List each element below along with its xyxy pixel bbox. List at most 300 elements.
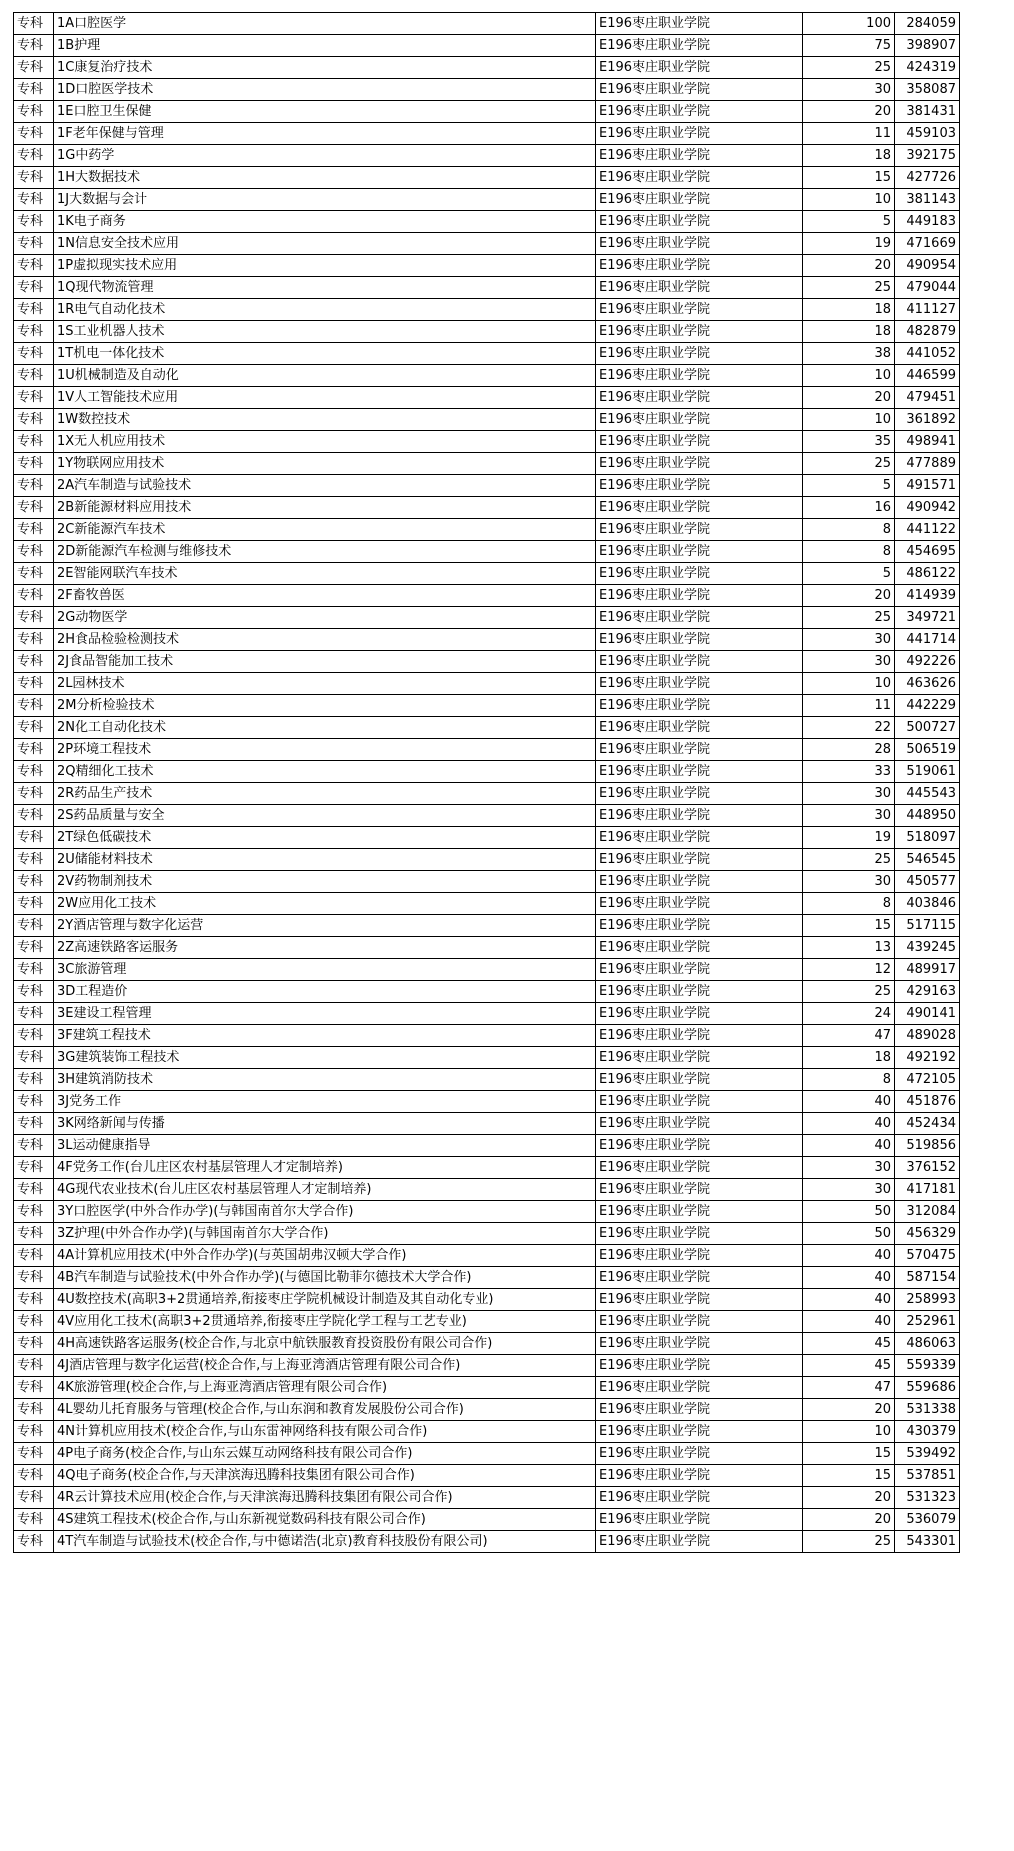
level-cell: 专科: [14, 1135, 54, 1157]
table-row: [14, 1443, 960, 1465]
table-row: [14, 629, 960, 651]
major-cell: 1N信息安全技术应用: [54, 233, 596, 255]
school-cell: E196枣庄职业学院: [596, 783, 803, 805]
rank-cell: 486122: [895, 563, 960, 585]
table-row: [14, 145, 960, 167]
level-cell: 专科: [14, 79, 54, 101]
major-cell: 4F党务工作(台儿庄区农村基层管理人才定制培养): [54, 1157, 596, 1179]
quota-cell: 40: [803, 1091, 895, 1113]
level-cell: 专科: [14, 409, 54, 431]
major-cell: 4K旅游管理(校企合作,与上海亚湾酒店管理有限公司合作): [54, 1377, 596, 1399]
rank-cell: 450577: [895, 871, 960, 893]
major-cell: 2G动物医学: [54, 607, 596, 629]
major-cell: 1A口腔医学: [54, 13, 596, 35]
rank-cell: 451876: [895, 1091, 960, 1113]
major-cell: 1Y物联网应用技术: [54, 453, 596, 475]
rank-cell: 491571: [895, 475, 960, 497]
rank-cell: 587154: [895, 1267, 960, 1289]
table-row: [14, 981, 960, 1003]
level-cell: 专科: [14, 563, 54, 585]
level-cell: 专科: [14, 13, 54, 35]
school-cell: E196枣庄职业学院: [596, 1113, 803, 1135]
level-cell: 专科: [14, 101, 54, 123]
quota-cell: 25: [803, 453, 895, 475]
quota-cell: 30: [803, 79, 895, 101]
rank-cell: 506519: [895, 739, 960, 761]
school-cell: E196枣庄职业学院: [596, 1179, 803, 1201]
table-row: [14, 563, 960, 585]
major-cell: 1E口腔卫生保健: [54, 101, 596, 123]
table-row: [14, 1421, 960, 1443]
quota-cell: 30: [803, 1157, 895, 1179]
table-row: [14, 1267, 960, 1289]
table-row: [14, 1135, 960, 1157]
quota-cell: 40: [803, 1113, 895, 1135]
quota-cell: 10: [803, 409, 895, 431]
major-cell: 3K网络新闻与传播: [54, 1113, 596, 1135]
table-row: [14, 321, 960, 343]
school-cell: E196枣庄职业学院: [596, 79, 803, 101]
table-row: [14, 1113, 960, 1135]
rank-cell: 430379: [895, 1421, 960, 1443]
quota-cell: 35: [803, 431, 895, 453]
table-row: [14, 167, 960, 189]
level-cell: 专科: [14, 1245, 54, 1267]
rank-cell: 482879: [895, 321, 960, 343]
level-cell: 专科: [14, 57, 54, 79]
major-cell: 2F畜牧兽医: [54, 585, 596, 607]
rank-cell: 492226: [895, 651, 960, 673]
quota-cell: 47: [803, 1377, 895, 1399]
table-row: [14, 1201, 960, 1223]
level-cell: 专科: [14, 145, 54, 167]
school-cell: E196枣庄职业学院: [596, 1245, 803, 1267]
school-cell: E196枣庄职业学院: [596, 255, 803, 277]
major-cell: 4T汽车制造与试验技术(校企合作,与中德诺浩(北京)教育科技股份有限公司): [54, 1531, 596, 1553]
table-row: [14, 1091, 960, 1113]
major-cell: 1K电子商务: [54, 211, 596, 233]
school-cell: E196枣庄职业学院: [596, 365, 803, 387]
school-cell: E196枣庄职业学院: [596, 1289, 803, 1311]
level-cell: 专科: [14, 255, 54, 277]
school-cell: E196枣庄职业学院: [596, 1509, 803, 1531]
major-cell: 4P电子商务(校企合作,与山东云媒互动网络科技有限公司合作): [54, 1443, 596, 1465]
table-row: [14, 277, 960, 299]
major-cell: 2B新能源材料应用技术: [54, 497, 596, 519]
quota-cell: 8: [803, 541, 895, 563]
major-cell: 2U储能材料技术: [54, 849, 596, 871]
rank-cell: 531323: [895, 1487, 960, 1509]
table-row: [14, 717, 960, 739]
quota-cell: 25: [803, 1531, 895, 1553]
quota-cell: 38: [803, 343, 895, 365]
quota-cell: 30: [803, 629, 895, 651]
level-cell: 专科: [14, 211, 54, 233]
table-row: [14, 123, 960, 145]
table-row: [14, 1355, 960, 1377]
table-row: [14, 695, 960, 717]
level-cell: 专科: [14, 1113, 54, 1135]
quota-cell: 25: [803, 849, 895, 871]
quota-cell: 18: [803, 299, 895, 321]
quota-cell: 50: [803, 1223, 895, 1245]
level-cell: 专科: [14, 1201, 54, 1223]
school-cell: E196枣庄职业学院: [596, 1399, 803, 1421]
major-cell: 4A计算机应用技术(中外合作办学)(与英国胡弗汉顿大学合作): [54, 1245, 596, 1267]
rank-cell: 284059: [895, 13, 960, 35]
rank-cell: 258993: [895, 1289, 960, 1311]
major-cell: 3E建设工程管理: [54, 1003, 596, 1025]
quota-cell: 100: [803, 13, 895, 35]
school-cell: E196枣庄职业学院: [596, 189, 803, 211]
table-row: [14, 849, 960, 871]
table-row: [14, 233, 960, 255]
level-cell: 专科: [14, 739, 54, 761]
rank-cell: 543301: [895, 1531, 960, 1553]
school-cell: E196枣庄职业学院: [596, 1003, 803, 1025]
table-row: [14, 959, 960, 981]
major-cell: 1C康复治疗技术: [54, 57, 596, 79]
table-row: [14, 893, 960, 915]
major-cell: 1G中药学: [54, 145, 596, 167]
level-cell: 专科: [14, 541, 54, 563]
school-cell: E196枣庄职业学院: [596, 959, 803, 981]
quota-cell: 40: [803, 1245, 895, 1267]
major-cell: 1T机电一体化技术: [54, 343, 596, 365]
table-row: [14, 871, 960, 893]
quota-cell: 13: [803, 937, 895, 959]
quota-cell: 30: [803, 871, 895, 893]
rank-cell: 559686: [895, 1377, 960, 1399]
rank-cell: 490942: [895, 497, 960, 519]
table-row: [14, 453, 960, 475]
rank-cell: 463626: [895, 673, 960, 695]
rank-cell: 537851: [895, 1465, 960, 1487]
school-cell: E196枣庄职业学院: [596, 585, 803, 607]
rank-cell: 456329: [895, 1223, 960, 1245]
level-cell: 专科: [14, 299, 54, 321]
quota-cell: 15: [803, 1443, 895, 1465]
quota-cell: 20: [803, 387, 895, 409]
level-cell: 专科: [14, 1091, 54, 1113]
rank-cell: 398907: [895, 35, 960, 57]
quota-cell: 24: [803, 1003, 895, 1025]
quota-cell: 15: [803, 167, 895, 189]
school-cell: E196枣庄职业学院: [596, 1421, 803, 1443]
quota-cell: 11: [803, 695, 895, 717]
quota-cell: 33: [803, 761, 895, 783]
school-cell: E196枣庄职业学院: [596, 321, 803, 343]
rank-cell: 559339: [895, 1355, 960, 1377]
school-cell: E196枣庄职业学院: [596, 761, 803, 783]
rank-cell: 403846: [895, 893, 960, 915]
table-row: [14, 211, 960, 233]
major-cell: 2N化工自动化技术: [54, 717, 596, 739]
rank-cell: 446599: [895, 365, 960, 387]
major-cell: 3C旅游管理: [54, 959, 596, 981]
table-row: [14, 1069, 960, 1091]
table-row: [14, 1025, 960, 1047]
table-row: [14, 475, 960, 497]
level-cell: 专科: [14, 893, 54, 915]
major-cell: 2R药品生产技术: [54, 783, 596, 805]
rank-cell: 448950: [895, 805, 960, 827]
rank-cell: 490141: [895, 1003, 960, 1025]
level-cell: 专科: [14, 497, 54, 519]
table-row: [14, 57, 960, 79]
major-cell: 3D工程造价: [54, 981, 596, 1003]
rank-cell: 349721: [895, 607, 960, 629]
level-cell: 专科: [14, 871, 54, 893]
major-cell: 4G现代农业技术(台儿庄区农村基层管理人才定制培养): [54, 1179, 596, 1201]
major-cell: 2Z高速铁路客运服务: [54, 937, 596, 959]
rank-cell: 531338: [895, 1399, 960, 1421]
level-cell: 专科: [14, 1355, 54, 1377]
major-cell: 3Z护理(中外合作办学)(与韩国南首尔大学合作): [54, 1223, 596, 1245]
rank-cell: 539492: [895, 1443, 960, 1465]
major-cell: 2D新能源汽车检测与维修技术: [54, 541, 596, 563]
quota-cell: 45: [803, 1333, 895, 1355]
school-cell: E196枣庄职业学院: [596, 1355, 803, 1377]
major-cell: 2S药品质量与安全: [54, 805, 596, 827]
school-cell: E196枣庄职业学院: [596, 1465, 803, 1487]
quota-cell: 10: [803, 1421, 895, 1443]
table-row: [14, 343, 960, 365]
quota-cell: 30: [803, 651, 895, 673]
quota-cell: 10: [803, 365, 895, 387]
quota-cell: 28: [803, 739, 895, 761]
rank-cell: 498941: [895, 431, 960, 453]
school-cell: E196枣庄职业学院: [596, 937, 803, 959]
major-cell: 1H大数据技术: [54, 167, 596, 189]
school-cell: E196枣庄职业学院: [596, 1047, 803, 1069]
school-cell: E196枣庄职业学院: [596, 739, 803, 761]
level-cell: 专科: [14, 673, 54, 695]
level-cell: 专科: [14, 1025, 54, 1047]
table-row: [14, 673, 960, 695]
level-cell: 专科: [14, 1157, 54, 1179]
major-cell: 2E智能网联汽车技术: [54, 563, 596, 585]
level-cell: 专科: [14, 827, 54, 849]
major-cell: 2J食品智能加工技术: [54, 651, 596, 673]
quota-cell: 8: [803, 1069, 895, 1091]
level-cell: 专科: [14, 849, 54, 871]
quota-cell: 25: [803, 981, 895, 1003]
rank-cell: 479044: [895, 277, 960, 299]
school-cell: E196枣庄职业学院: [596, 1443, 803, 1465]
school-cell: E196枣庄职业学院: [596, 827, 803, 849]
school-cell: E196枣庄职业学院: [596, 211, 803, 233]
rank-cell: 518097: [895, 827, 960, 849]
school-cell: E196枣庄职业学院: [596, 915, 803, 937]
level-cell: 专科: [14, 1047, 54, 1069]
table-body: [14, 13, 960, 1553]
quota-cell: 40: [803, 1267, 895, 1289]
quota-cell: 22: [803, 717, 895, 739]
level-cell: 专科: [14, 629, 54, 651]
table-row: [14, 915, 960, 937]
level-cell: 专科: [14, 607, 54, 629]
level-cell: 专科: [14, 1421, 54, 1443]
quota-cell: 20: [803, 101, 895, 123]
quota-cell: 10: [803, 189, 895, 211]
rank-cell: 472105: [895, 1069, 960, 1091]
major-cell: 3F建筑工程技术: [54, 1025, 596, 1047]
level-cell: 专科: [14, 1377, 54, 1399]
table-row: [14, 101, 960, 123]
level-cell: 专科: [14, 123, 54, 145]
school-cell: E196枣庄职业学院: [596, 673, 803, 695]
enrollment-table: [13, 12, 960, 1553]
table-row: [14, 387, 960, 409]
level-cell: 专科: [14, 1069, 54, 1091]
major-cell: 1X无人机应用技术: [54, 431, 596, 453]
major-cell: 1R电气自动化技术: [54, 299, 596, 321]
level-cell: 专科: [14, 1333, 54, 1355]
major-cell: 4U数控技术(高职3+2贯通培养,衔接枣庄学院机械设计制造及其自动化专业): [54, 1289, 596, 1311]
major-cell: 1P虚拟现实技术应用: [54, 255, 596, 277]
rank-cell: 546545: [895, 849, 960, 871]
quota-cell: 18: [803, 321, 895, 343]
school-cell: E196枣庄职业学院: [596, 431, 803, 453]
table-row: [14, 255, 960, 277]
table-row: [14, 1157, 960, 1179]
rank-cell: 519856: [895, 1135, 960, 1157]
major-cell: 1S工业机器人技术: [54, 321, 596, 343]
school-cell: E196枣庄职业学院: [596, 1311, 803, 1333]
table-row: [14, 1399, 960, 1421]
level-cell: 专科: [14, 805, 54, 827]
rank-cell: 445543: [895, 783, 960, 805]
table-row: [14, 761, 960, 783]
major-cell: 4J酒店管理与数字化运营(校企合作,与上海亚湾酒店管理有限公司合作): [54, 1355, 596, 1377]
table-row: [14, 651, 960, 673]
rank-cell: 312084: [895, 1201, 960, 1223]
school-cell: E196枣庄职业学院: [596, 629, 803, 651]
quota-cell: 20: [803, 255, 895, 277]
rank-cell: 489028: [895, 1025, 960, 1047]
level-cell: 专科: [14, 387, 54, 409]
quota-cell: 45: [803, 1355, 895, 1377]
major-cell: 3H建筑消防技术: [54, 1069, 596, 1091]
school-cell: E196枣庄职业学院: [596, 1531, 803, 1553]
table-row: [14, 13, 960, 35]
major-cell: 1Q现代物流管理: [54, 277, 596, 299]
school-cell: E196枣庄职业学院: [596, 1201, 803, 1223]
school-cell: E196枣庄职业学院: [596, 277, 803, 299]
school-cell: E196枣庄职业学院: [596, 453, 803, 475]
level-cell: 专科: [14, 233, 54, 255]
rank-cell: 252961: [895, 1311, 960, 1333]
major-cell: 2T绿色低碳技术: [54, 827, 596, 849]
major-cell: 3Y口腔医学(中外合作办学)(与韩国南首尔大学合作): [54, 1201, 596, 1223]
school-cell: E196枣庄职业学院: [596, 1333, 803, 1355]
school-cell: E196枣庄职业学院: [596, 651, 803, 673]
quota-cell: 18: [803, 145, 895, 167]
table-row: [14, 299, 960, 321]
table-row: [14, 1509, 960, 1531]
level-cell: 专科: [14, 1289, 54, 1311]
school-cell: E196枣庄职业学院: [596, 1377, 803, 1399]
major-cell: 2W应用化工技术: [54, 893, 596, 915]
table-row: [14, 1377, 960, 1399]
table-row: [14, 365, 960, 387]
table-row: [14, 1531, 960, 1553]
quota-cell: 20: [803, 1487, 895, 1509]
level-cell: 专科: [14, 431, 54, 453]
major-cell: 2C新能源汽车技术: [54, 519, 596, 541]
level-cell: 专科: [14, 1509, 54, 1531]
quota-cell: 5: [803, 475, 895, 497]
level-cell: 专科: [14, 519, 54, 541]
quota-cell: 16: [803, 497, 895, 519]
major-cell: 1W数控技术: [54, 409, 596, 431]
school-cell: E196枣庄职业学院: [596, 167, 803, 189]
rank-cell: 479451: [895, 387, 960, 409]
major-cell: 2P环境工程技术: [54, 739, 596, 761]
rank-cell: 536079: [895, 1509, 960, 1531]
quota-cell: 30: [803, 805, 895, 827]
major-cell: 2Q精细化工技术: [54, 761, 596, 783]
quota-cell: 25: [803, 57, 895, 79]
level-cell: 专科: [14, 475, 54, 497]
rank-cell: 519061: [895, 761, 960, 783]
major-cell: 4N计算机应用技术(校企合作,与山东雷神网络科技有限公司合作): [54, 1421, 596, 1443]
quota-cell: 20: [803, 1399, 895, 1421]
quota-cell: 30: [803, 1179, 895, 1201]
level-cell: 专科: [14, 365, 54, 387]
quota-cell: 15: [803, 1465, 895, 1487]
table-row: [14, 1289, 960, 1311]
school-cell: E196枣庄职业学院: [596, 233, 803, 255]
rank-cell: 471669: [895, 233, 960, 255]
rank-cell: 439245: [895, 937, 960, 959]
school-cell: E196枣庄职业学院: [596, 35, 803, 57]
quota-cell: 19: [803, 827, 895, 849]
quota-cell: 40: [803, 1289, 895, 1311]
table-row: [14, 805, 960, 827]
table-row: [14, 827, 960, 849]
table-row: [14, 1311, 960, 1333]
level-cell: 专科: [14, 1003, 54, 1025]
rank-cell: 392175: [895, 145, 960, 167]
quota-cell: 12: [803, 959, 895, 981]
major-cell: 1U机械制造及自动化: [54, 365, 596, 387]
rank-cell: 381431: [895, 101, 960, 123]
level-cell: 专科: [14, 167, 54, 189]
rank-cell: 492192: [895, 1047, 960, 1069]
table-row: [14, 1047, 960, 1069]
quota-cell: 10: [803, 673, 895, 695]
table-row: [14, 79, 960, 101]
rank-cell: 376152: [895, 1157, 960, 1179]
major-cell: 4V应用化工技术(高职3+2贯通培养,衔接枣庄学院化学工程与工艺专业): [54, 1311, 596, 1333]
level-cell: 专科: [14, 343, 54, 365]
quota-cell: 30: [803, 783, 895, 805]
level-cell: 专科: [14, 1465, 54, 1487]
table-row: [14, 541, 960, 563]
level-cell: 专科: [14, 761, 54, 783]
school-cell: E196枣庄职业学院: [596, 1267, 803, 1289]
level-cell: 专科: [14, 959, 54, 981]
table-row: [14, 1487, 960, 1509]
level-cell: 专科: [14, 189, 54, 211]
rank-cell: 361892: [895, 409, 960, 431]
school-cell: E196枣庄职业学院: [596, 519, 803, 541]
quota-cell: 18: [803, 1047, 895, 1069]
school-cell: E196枣庄职业学院: [596, 1223, 803, 1245]
major-cell: 2M分析检验技术: [54, 695, 596, 717]
